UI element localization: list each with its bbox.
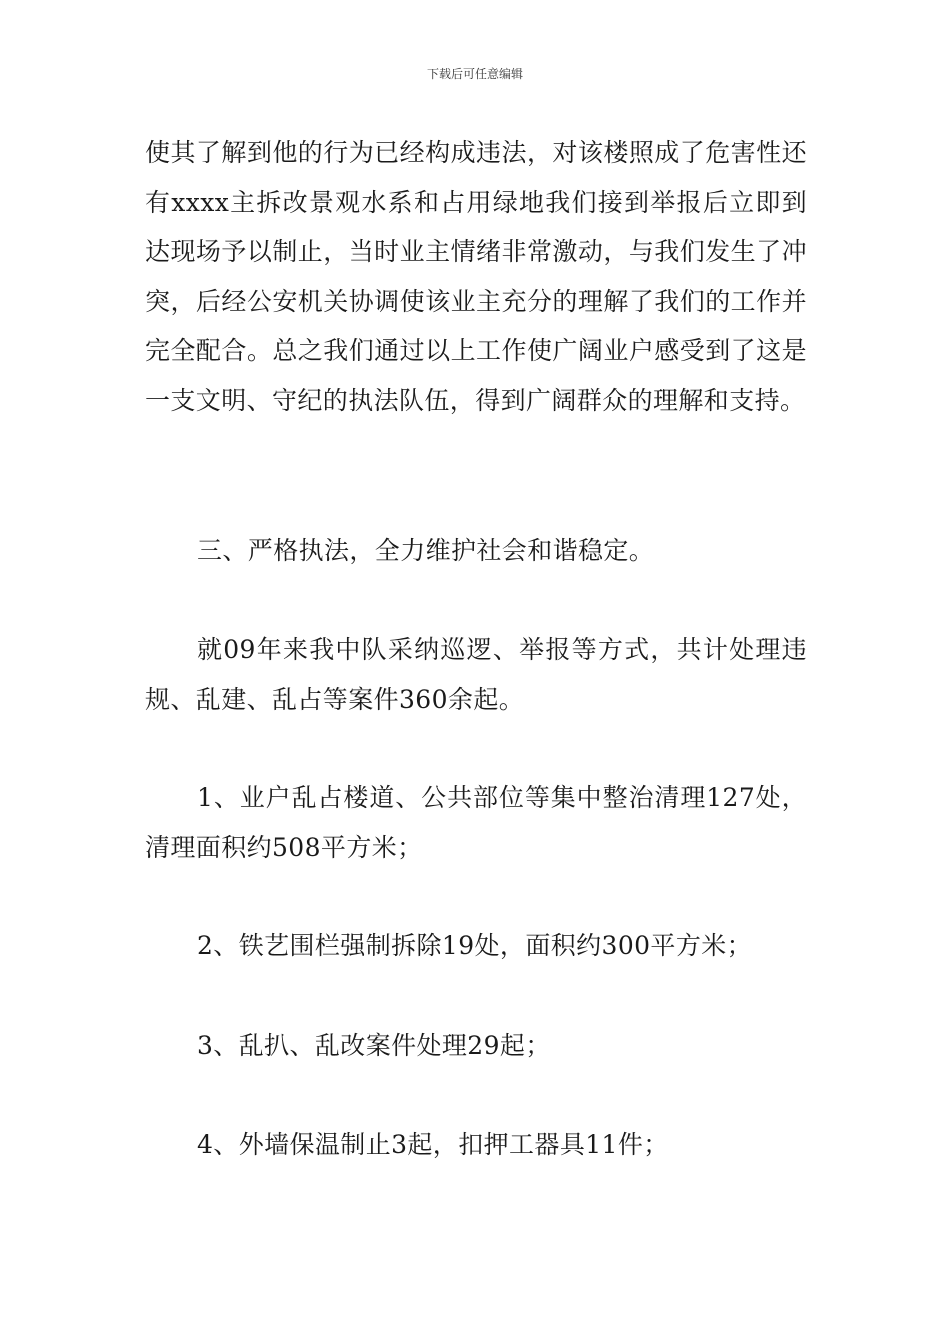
paragraph-continuation: 使其了解到他的行为已经构成违法，对该楼照成了危害性还有xxxx主拆改景观水系和占用绿地我们接到举报后立即到达现场予以制止，当时业主情绪非常激动，与我们发生了冲突，后经公安机关协调使该业主充分的理解了我们的工作并完全配合。总之我们通过以上工作使广阔业户感受到了这是一支文明、守纪的执法队伍，得到广阔群众的理解和支持。 (145, 138, 807, 415)
header-note: 下载后可任意编辑 (426, 67, 523, 81)
list-item-4: 4、外墙保温制止3起，扣押工器具11件； (197, 1130, 669, 1159)
list-item-3: 3、乱扒、乱改案件处理29起； (197, 1031, 551, 1060)
list-item-2: 2、铁艺围栏强制拆除19处，面积约300平方米； (197, 931, 753, 960)
list-item-1: 1、业户乱占楼道、公共部位等集中整治清理127处，清理面积约508平方米； (145, 783, 807, 862)
paragraph-case-summary: 就09年来我中队采纳巡逻、举报等方式，共计处理违规、乱建、乱占等案件360余起。 (145, 635, 807, 714)
section-heading-three: 三、严格执法，全力维护社会和谐稳定。 (197, 536, 655, 565)
